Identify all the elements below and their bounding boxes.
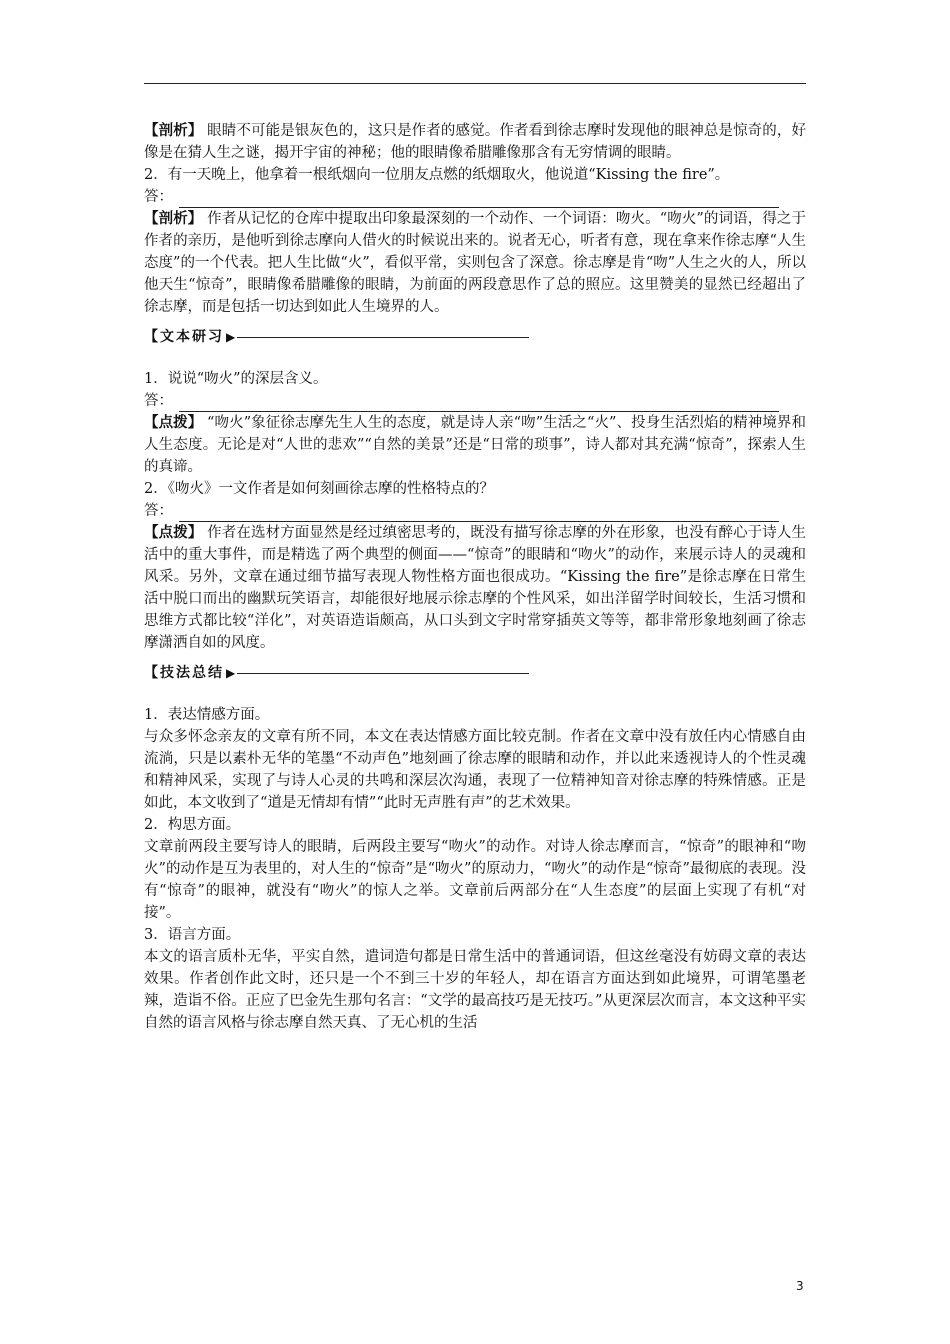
answer-blank	[179, 507, 779, 522]
hint-block-2	[144, 522, 806, 654]
analysis-block-1	[144, 120, 806, 164]
summary-paragraph-2: 文章前两段主要写诗人的眼睛，后两段主要写“吻火”的动作。对诗人徐志摩而言，“惊奇”的眼神和“吻火”的动作是互为表里的，对人生的“惊奇”是“吻火”的原动力，“吻火”的动作是“惊奇”最彻底的表现。没有“惊奇”的眼神，就没有“吻火”的惊人之举。文章前后两部分在“人生态度”的层面上实现了有机“对接”。	[144, 839, 806, 921]
study-question-2: 2．《吻火》一文作者是如何刻画徐志摩的性格特点的？	[144, 481, 494, 497]
analysis-tag: 【剖析】	[144, 210, 203, 227]
hint-tag: 【点拨】	[144, 524, 203, 541]
answer-blank	[179, 397, 779, 412]
section-rule	[237, 337, 529, 338]
analysis-tag: 【剖析】	[144, 122, 203, 139]
answer-blank	[179, 193, 779, 208]
section-rule	[237, 673, 529, 674]
answer-line	[144, 500, 806, 522]
summary-heading-1: 1．表达情感方面。	[144, 707, 270, 723]
section-heading-technique-summary	[144, 662, 806, 684]
arrow-icon: ▶	[226, 330, 238, 344]
summary-heading-2: 2．构思方面。	[144, 817, 241, 833]
answer-label: 答：	[144, 189, 173, 205]
arrow-icon: ▶	[226, 666, 238, 680]
section-title: 【文本研习	[144, 329, 224, 345]
summary-heading-3: 3．语言方面。	[144, 927, 241, 943]
answer-label: 答：	[144, 503, 173, 519]
study-question-1: 1．说说“吻火”的深层含义。	[144, 371, 328, 387]
hint-text: 作者在选材方面显然是经过缜密思考的，既没有描写徐志摩的外在形象，也没有醉心于诗人生活中的重大事件，而是精选了两个典型的侧面——“惊奇”的眼睛和“吻火”的动作，来展示诗人的灵魂和风采。另外，文章在通过细节描写表现人物性格方面也很成功。“Kissing the fire”是徐志摩在日常生活中脱口而出的幽默玩笑语言，却能很好地展示徐志摩的个性风采，如出洋留学时间较长，生活习惯和思维方式都比较“洋化”，对英语造诣颇高，从口头到文字时常穿插英文等等，都非常形象地刻画了徐志摩潇洒自如的风度。	[144, 525, 806, 651]
answer-line	[144, 186, 806, 208]
section-heading-text-study	[144, 326, 806, 348]
summary-paragraph-1: 与众多怀念亲友的文章有所不同，本文在表达情感方面比较克制。作者在文章中没有放任内心情感自由流淌，只是以素朴无华的笔墨“不动声色”地刻画了徐志摩的眼睛和动作，并以此来透视诗人的个性灵魂和精神风采，实现了与诗人心灵的共鸣和深层次沟通，表现了一位精神知音对徐志摩的特殊情感。正是如此，本文收到了“道是无情却有情”“此时无声胜有声”的艺术效果。	[144, 729, 806, 811]
section-title: 【技法总结	[144, 665, 224, 681]
page-content	[144, 120, 806, 1034]
answer-label: 答：	[144, 393, 173, 409]
hint-block-1	[144, 412, 806, 478]
hint-text: “吻火”象征徐志摩先生人生的态度，就是诗人亲“吻”生活之“火”、投身生活烈焰的精神境界和人生态度。无论是对“人世的悲欢”“自然的美景”还是“日常的琐事”，诗人都对其充满“惊奇”，探索人生的真谛。	[144, 415, 807, 475]
summary-paragraph-3: 本文的语言质朴无华，平实自然，遣词造句都是日常生活中的普通词语，但这丝毫没有妨碍文章的表达效果。作者创作此文时，还只是一个不到三十岁的年轻人，却在语言方面达到如此境界，可谓笔墨老辣，造诣不俗。正应了巴金先生那句名言：“文学的最高技巧是无技巧。”从更深层次而言，本文这种平实自然的语言风格与徐志摩自然天真、了无心机的生活	[144, 949, 806, 1031]
analysis-text: 作者从记忆的仓库中提取出印象最深刻的一个动作、一个词语：吻火。“吻火”的词语，得之于作者的亲历，是他听到徐志摩向人借火的时候说出来的。说者无心，听者有意，现在拿来作徐志摩“人生态度”的一个代表。把人生比做“火”，看似平常，实则包含了深意。徐志摩是肯“吻”人生之火的人，所以他天生“惊奇”，眼睛像希腊雕像的眼睛，为前面的两段意思作了总的照应。这里赞美的显然已经超出了徐志摩，而是包括一切达到如此人生境界的人。	[144, 211, 807, 315]
analysis-text: 眼睛不可能是银灰色的，这只是作者的感觉。作者看到徐志摩时发现他的眼神总是惊奇的，好像是在猜人生之谜，揭开宇宙的神秘；他的眼睛像希腊雕像那含有无穷情调的眼睛。	[144, 123, 806, 161]
page-number: 3	[796, 1279, 804, 1293]
answer-line	[144, 390, 806, 412]
header-rule	[144, 83, 806, 84]
analysis-block-2	[144, 208, 806, 318]
question-2: 2．有一天晚上，他拿着一根纸烟向一位朋友点燃的纸烟取火，他说道“Kissing the fire”。	[144, 167, 730, 183]
hint-tag: 【点拨】	[144, 414, 203, 431]
